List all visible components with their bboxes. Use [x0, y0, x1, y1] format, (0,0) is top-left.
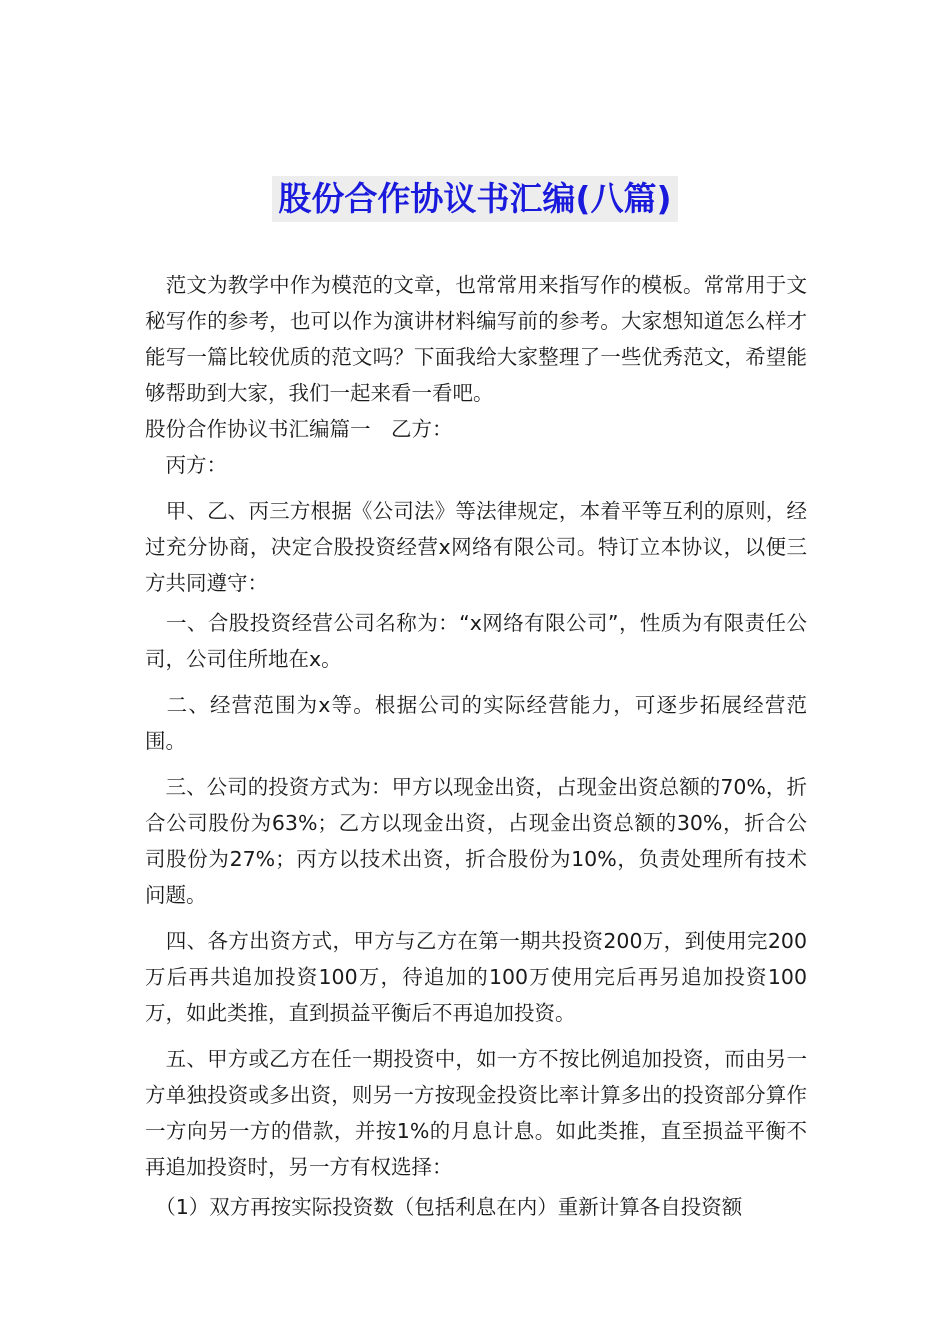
paragraph-clause-3: 三、公司的投资方式为：甲方以现金出资，占现金出资总额的70%，折合公司股份为63%；乙方以现金出资，占现金出资总额的30%，折合公司股份为27%；丙方以技术出资，折合股份为10%，负责处理所有技术问题。: [145, 775, 807, 907]
paragraph-clause-1: 一、合股投资经营公司名称为：“x网络有限公司”，性质为有限责任公司，公司住所地在x。: [145, 611, 807, 671]
paragraph-heading: 股份合作协议书汇编篇一 乙方：: [145, 417, 453, 441]
paragraph-clause-5-1: （1）双方再按实际投资数（包括利息在内）重新计算各自投资额: [145, 1195, 743, 1219]
paragraph-clause-2: 二、经营范围为x等。根据公司的实际经营能力，可逐步拓展经营范围。: [145, 693, 807, 753]
paragraph-intro: 范文为教学中作为模范的文章，也常常用来指写作的模板。常常用于文秘写作的参考，也可以作为演讲材料编写前的参考。大家想知道怎么样才能写一篇比较优质的范文吗？下面我给大家整理了一些优秀范文，希望能够帮助到大家，我们一起来看一看吧。: [145, 273, 807, 405]
paragraph-preamble: 甲、乙、丙三方根据《公司法》等法律规定，本着平等互利的原则，经过充分协商，决定合股投资经营x网络有限公司。特订立本协议，以便三方共同遵守：: [145, 499, 807, 595]
title-container: [0, 176, 950, 222]
paragraph-party-c: 丙方：: [145, 453, 227, 477]
paragraph-clause-5: 五、甲方或乙方在任一期投资中，如一方不按比例追加投资，而由另一方单独投资或多出资，则另一方按现金投资比率计算多出的投资部分算作一方向另一方的借款，并按1%的月息计息。如此类推，直至损益平衡不再追加投资时，另一方有权选择：: [145, 1047, 807, 1179]
document-title: 股份合作协议书汇编(八篇): [272, 176, 677, 222]
paragraph-clause-4: 四、各方出资方式，甲方与乙方在第一期共投资200万，到使用完200万后再共追加投资100万，待追加的100万使用完后再另追加投资100万，如此类推，直到损益平衡后不再追加投资。: [145, 929, 807, 1025]
document-body: [145, 267, 807, 1225]
